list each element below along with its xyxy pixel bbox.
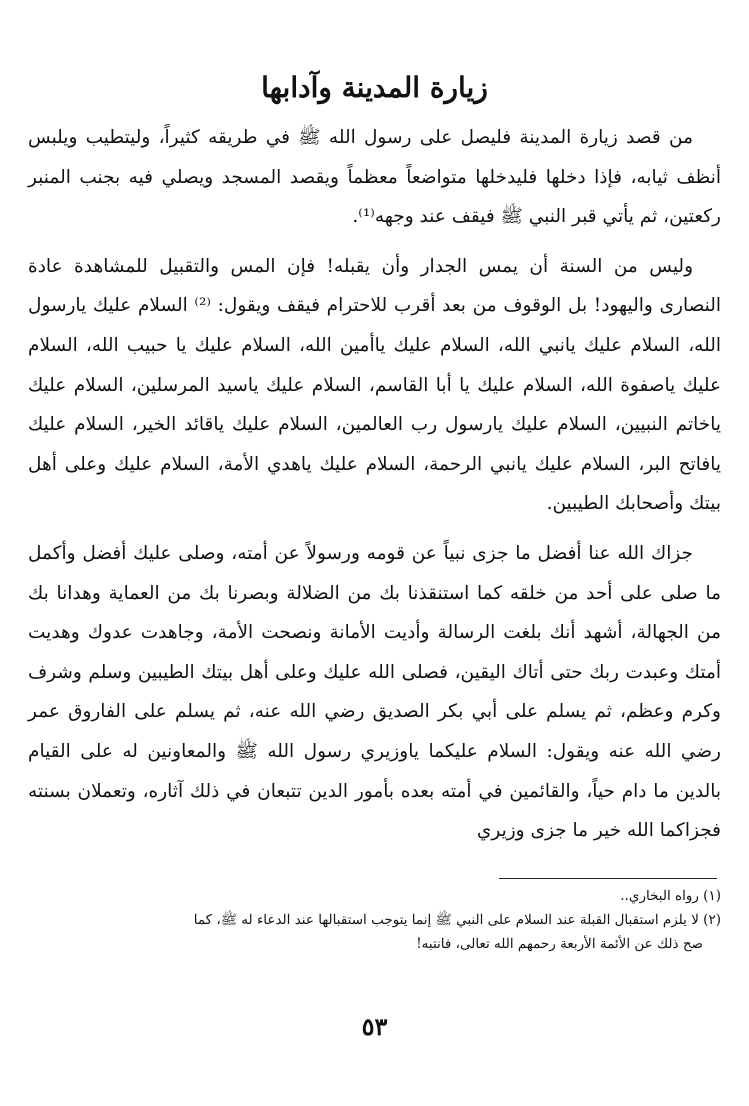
footnotes [28,884,721,956]
paragraph: وليس من السنة أن يمس الجدار وأن يقبله! فإن المس والتقبيل للمشاهدة عادة النصارى واليهود! بل الوقوف من بعد أقرب للاحترام فيقف ويقول: ⁽²⁾ السلام عليك يارسول الله، السلام عليك يانبي الله، السلام عليك ياأمين الله، السلام عليك يا حبيب الله، السلام عليك ياصفوة الله، السلام عليك يا أبا القاسم، السلام عليك ياسيد المرسلين، السلام عليك ياخاتم النبيين، السلام عليك يارسول رب العالمين، السلام عليك ياقائد الخير، السلام عليك يافاتح البر، السلام عليك يانبي الرحمة، السلام عليك ياهدي الأمة، السلام عليك وعلى أهل بيتك وأصحابك الطيبين. [28,255,722,515]
footnote-1: (١) رواه البخاري.. [620,888,721,904]
page-title: زيارة المدينة وآدابها [261,71,488,104]
body-text [28,118,721,861]
paragraph: جزاك الله عنا أفضل ما جزى نبياً عن قومه ورسولاً عن أمته، وصلى عليك أفضل وأكمل ما صلى على أحد من خلقه كما استنقذنا بك من الضلالة وبصرنا بك من العماية وهدانا بك من الجهالة، أشهد أنك بلغت الرسالة وأديت الأمانة ونصحت الأمة، وجاهدت عدوك وهديت أمتك وعبدت ربك حتى أتاك اليقين، فصلى الله عليك وعلى أهل بيتك الطيبين وسلم وشرف وكرم وعظم، ثم يسلم على أبي بكر الصديق رضي الله عنه، ثم يسلم على الفاروق عمر رضي الله عنه ويقول: السلام عليكما ياوزيري رسول الله ﷺ والمعاونين له على القيام بالدين ما دام حياً، والقائمين في أمته بعده بأمور الدين تتبعان في ذلك آثاره، وتعملان بسنته فجزاكما الله خير ما جزى وزيري [28,542,721,842]
paragraph: من قصد زيارة المدينة فليصل على رسول الله ﷺ في طريقه كثيراً، وليتطيب ويلبس أنظف ثيابه، فإذا دخلها فليدخلها متواضعاً معظماً ويقصد المسجد ويصلي فيه بجنب المنبر ركعتين، ثم يأتي قبر النبي ﷺ فيقف عند وجهه⁽¹⁾. [28,127,721,228]
footnote-2-continuation: صح ذلك عن الأئمة الأربعة رحمهم الله تعالى، فانتبه! [416,936,703,952]
footnote-divider [499,878,717,879]
footnote-2: (٢) لا يلزم استقبال القبلة عند السلام على النبي ﷺ إنما يتوجب استقبالها عند الدعاء له ﷺ، كما [193,912,721,928]
page-number: ٥٣ [361,1012,388,1041]
